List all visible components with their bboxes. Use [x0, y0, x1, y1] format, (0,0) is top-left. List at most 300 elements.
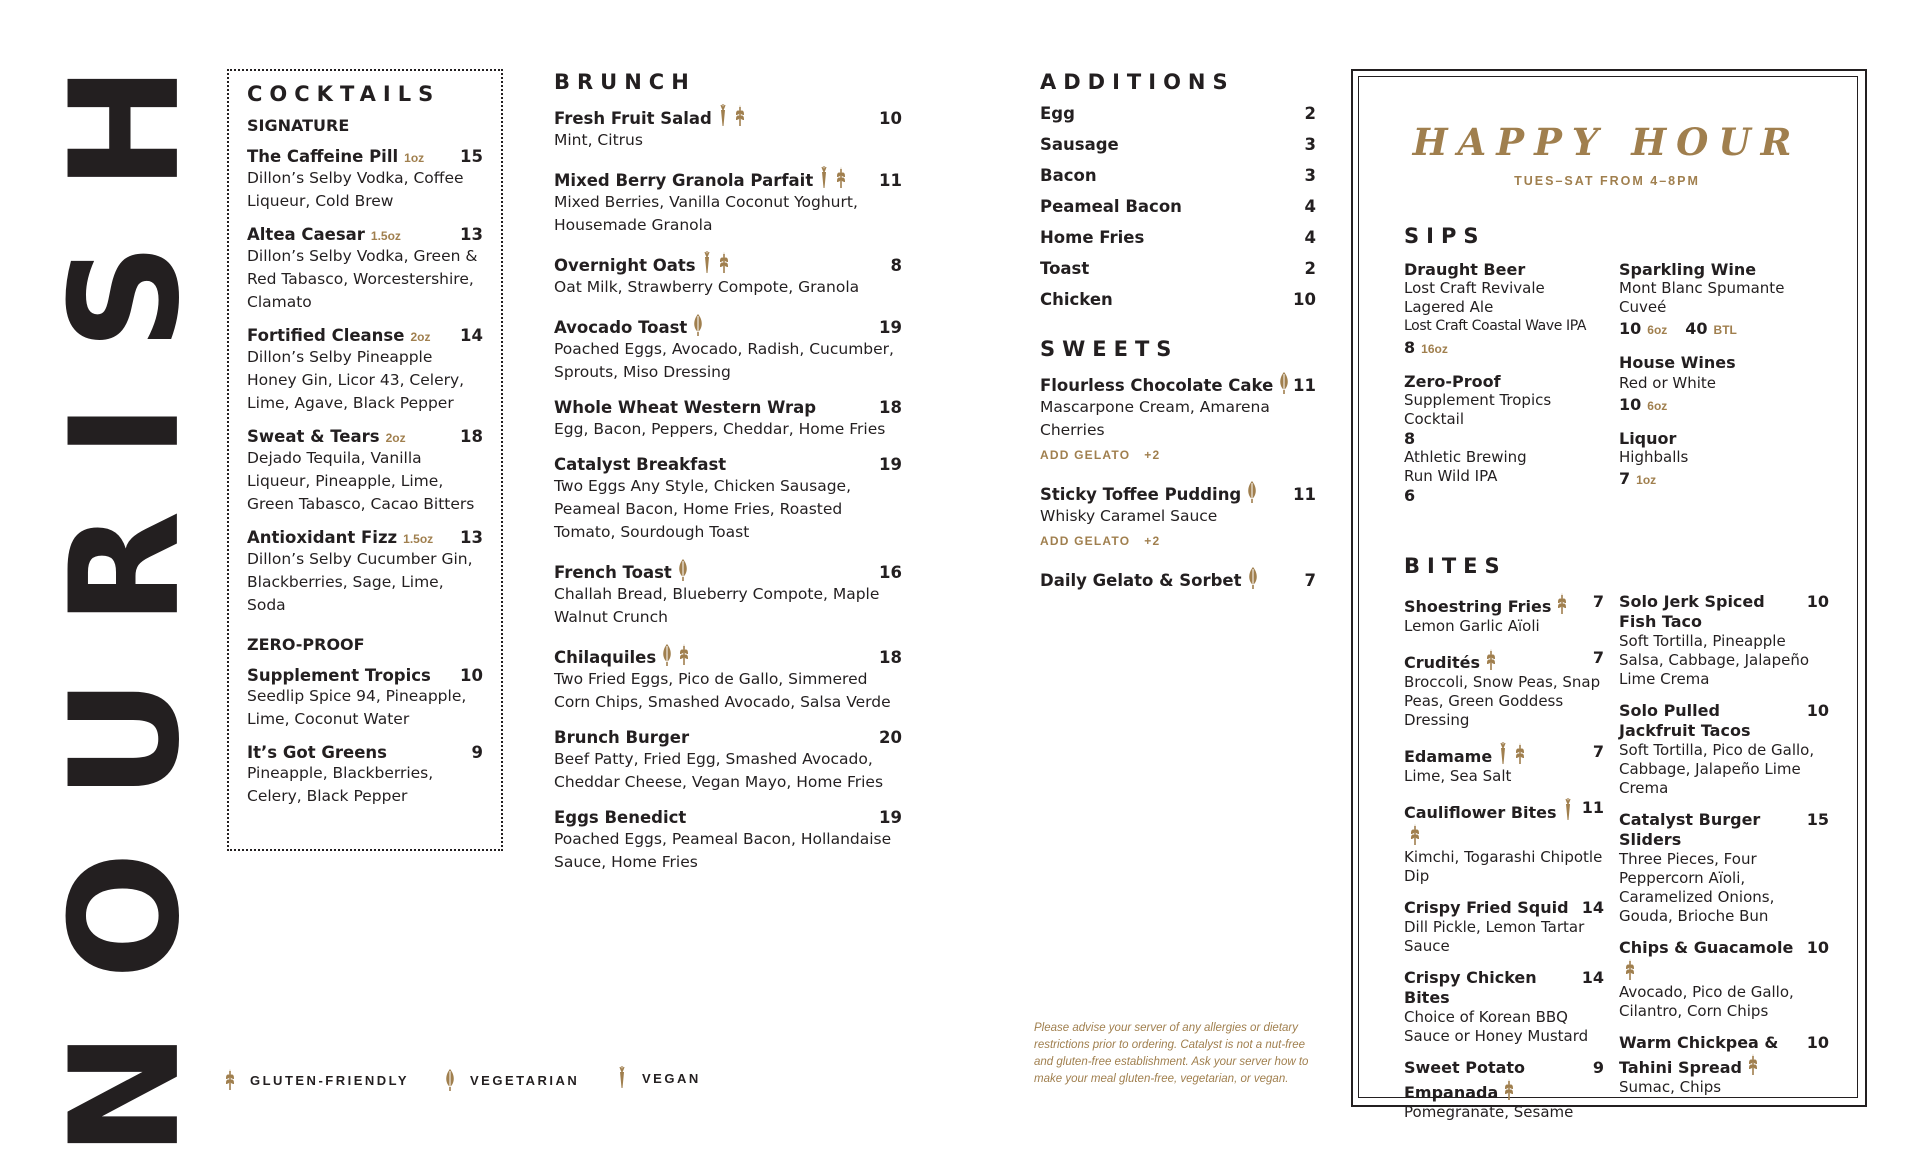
zero-proof-item [247, 666, 483, 731]
bite-row [1404, 742, 1604, 767]
brunch-item [554, 643, 902, 714]
sip-sparkling [1619, 260, 1829, 339]
legend-vegetarian [444, 1068, 579, 1092]
zero-proof-price: 9 [471, 743, 483, 762]
brunch-name: Fresh Fruit Salad [554, 109, 712, 128]
sip-liquor [1619, 429, 1829, 489]
cocktail-row [247, 326, 483, 346]
brunch-desc: Two Fried Eggs, Pico de Gallo, Simmered Corn Chips, Smashed Avocado, Salsa Verde [554, 670, 891, 711]
sip-zero-proof [1404, 372, 1604, 505]
brunch-row [554, 251, 902, 276]
brunch-row [554, 313, 902, 338]
gluten-friendly-icon-wrap [1514, 742, 1526, 766]
brunch-name-wrap [554, 398, 816, 418]
brunch-name-wrap [554, 728, 689, 748]
bite-item [1619, 701, 1829, 798]
signature-label: SIGNATURE [247, 116, 350, 135]
sip-desc: Lost Craft Coastal Wave IPA [1404, 318, 1587, 334]
brunch-item [554, 313, 902, 384]
bite-price: 10 [1806, 592, 1829, 611]
vegan-icon [717, 104, 729, 128]
bites-title-wrap [1404, 554, 1507, 588]
vegan-icon [1562, 798, 1574, 822]
brunch-desc: Mixed Berries, Vanilla Coconut Yoghurt, Housemade Granola [554, 193, 858, 234]
addition-item [1040, 166, 1316, 185]
cocktail-desc: Dillon’s Selby Vodka, Coffee Liqueur, Cold Brew [247, 169, 464, 210]
bite-row [1619, 938, 1829, 983]
cocktail-pour-size: 2oz [410, 330, 431, 344]
sip-name: Zero-Proof [1404, 372, 1501, 391]
bite-name-wrap [1404, 1058, 1584, 1103]
sweet-name-wrap [1040, 371, 1290, 396]
bite-name: Crispy Chicken Bites [1404, 968, 1537, 1007]
sip-size: 6oz [1647, 323, 1668, 337]
vegan-icon-wrap [818, 166, 830, 190]
bite-name-wrap [1404, 592, 1568, 617]
gluten-friendly-icon [1409, 823, 1421, 847]
brunch-item [554, 455, 902, 544]
legend-vegan-label: VEGAN [642, 1070, 701, 1086]
bite-price: 10 [1806, 1033, 1829, 1052]
bite-desc: Pomegranate, Sesame [1404, 1103, 1574, 1121]
sweets-list [1040, 371, 1316, 591]
vegetarian-icon [677, 558, 689, 582]
bite-name-wrap [1404, 968, 1582, 1008]
bite-price: 11 [1581, 798, 1604, 817]
brunch-desc: Two Eggs Any Style, Chicken Sausage, Peameal Bacon, Home Fries, Roasted Tomato, Sourdough Toast [554, 477, 851, 541]
brunch-list [554, 104, 902, 874]
addition-price: 2 [1304, 259, 1316, 278]
cocktail-name: Antioxidant Fizz [247, 528, 398, 547]
bite-desc: Choice of Korean BBQ Sauce or Honey Mustard [1404, 1008, 1589, 1045]
bite-row [1404, 592, 1604, 617]
sweet-row [1040, 371, 1316, 396]
sip-desc: Cuveé [1619, 298, 1667, 316]
brunch-price: 8 [890, 256, 902, 275]
gluten-friendly-icon [835, 166, 847, 190]
vegetarian-icon-wrap [692, 313, 704, 337]
addition-item [1040, 104, 1316, 123]
sweet-name: Daily Gelato & Sorbet [1040, 571, 1242, 590]
gluten-friendly-icon [1747, 1053, 1759, 1077]
cocktail-name-wrap [247, 427, 406, 447]
brunch-row [554, 558, 902, 583]
brunch-desc: Mint, Citrus [554, 131, 643, 149]
brunch-section [554, 70, 902, 888]
sip-size: 6oz [1647, 399, 1668, 413]
brunch-name: Brunch Burger [554, 728, 690, 747]
bite-item [1404, 798, 1604, 886]
brunch-desc: Beef Patty, Fried Egg, Smashed Avocado, Cheddar Cheese, Vegan Mayo, Home Fries [554, 750, 884, 791]
addition-price: 4 [1304, 197, 1316, 216]
sip-desc: Red or White [1619, 374, 1716, 392]
bite-row [1404, 1058, 1604, 1103]
gluten-friendly-icon [1514, 742, 1526, 766]
cocktail-item [247, 427, 483, 516]
bite-item [1404, 648, 1604, 730]
cocktail-row [247, 147, 483, 167]
bite-price: 7 [1592, 648, 1604, 667]
bite-name-wrap [1404, 648, 1497, 673]
brunch-price: 18 [879, 648, 902, 667]
gluten-friendly-icon [734, 104, 746, 128]
vegetarian-icon [1247, 566, 1259, 590]
bite-name: Chips & Guacamole [1619, 938, 1794, 957]
bites-title: BITES [1404, 554, 1507, 578]
bite-row [1404, 648, 1604, 673]
bite-row [1619, 592, 1829, 632]
sip-name: Sparkling Wine [1619, 260, 1757, 279]
bite-desc: Soft Tortilla, Pineapple Salsa, Cabbage, Jalapeño Lime Crema [1619, 632, 1810, 688]
cocktail-desc: Dejado Tequila, Vanilla Liqueur, Pineapple, Lime, Green Tabasco, Cacao Bitters [247, 449, 475, 513]
cocktail-name-wrap [247, 326, 430, 346]
vegetarian-icon-wrap [1278, 371, 1290, 395]
bite-item [1619, 810, 1829, 926]
zero-proof-price: 10 [460, 666, 483, 685]
vegetarian-icon-wrap [677, 558, 689, 582]
cocktail-name-wrap [247, 225, 401, 245]
bite-name: Catalyst Burger Sliders [1619, 810, 1761, 849]
brunch-name: Overnight Oats [554, 256, 696, 275]
addition-price: 3 [1304, 135, 1316, 154]
legend-gluten-label: GLUTEN-FRIENDLY [250, 1072, 410, 1088]
sweets-title: SWEETS [1040, 337, 1179, 361]
addition-name: Egg [1040, 104, 1075, 123]
bite-name-wrap [1619, 592, 1799, 632]
cocktail-price: 18 [460, 427, 483, 446]
brunch-desc: Challah Bread, Blueberry Compote, Maple Walnut Crunch [554, 585, 880, 626]
addition-price: 10 [1293, 290, 1316, 309]
sips-title: SIPS [1404, 224, 1486, 248]
cocktail-name: Altea Caesar [247, 225, 365, 244]
brunch-price: 10 [879, 109, 902, 128]
brand-name: NOURISH [39, 13, 213, 1157]
sip-desc: Athletic Brewing [1404, 448, 1527, 466]
bite-desc: Avocado, Pico de Gallo, Cilantro, Corn Chips [1619, 983, 1794, 1020]
bite-name: Solo Pulled Jackfruit Tacos [1619, 701, 1751, 740]
zero-proof-row [247, 666, 483, 685]
addon-label: ADD GELATO [1040, 448, 1131, 462]
happy-hour-title: HAPPY HOUR [1412, 120, 1802, 164]
gluten-friendly-icon-wrap [1624, 958, 1636, 982]
bite-desc: Broccoli, Snow Peas, Snap Peas, Green Goddess Dressing [1404, 673, 1601, 729]
brunch-desc: Poached Eggs, Avocado, Radish, Cucumber, Sprouts, Miso Dressing [554, 340, 894, 381]
brunch-row [554, 398, 902, 418]
addition-item [1040, 290, 1316, 309]
sweet-row [1040, 566, 1316, 591]
vegan-icon [701, 251, 713, 275]
cocktail-price: 14 [460, 326, 483, 345]
sip-price: 8 [1404, 338, 1416, 357]
sip-desc: Highballs [1619, 448, 1689, 466]
zero-proof-list [247, 666, 483, 808]
sip-price: 7 [1619, 469, 1631, 488]
sips-left [1404, 260, 1604, 517]
gluten-friendly-icon-wrap [678, 643, 690, 667]
cocktail-row [247, 427, 483, 447]
cocktail-name-wrap [247, 147, 424, 167]
vegan-icon [1497, 742, 1509, 766]
addition-name: Toast [1040, 259, 1090, 278]
cocktail-price: 15 [460, 147, 483, 166]
brunch-item [554, 398, 902, 441]
sweet-addon [1040, 534, 1316, 548]
sweet-name: Flourless Chocolate Cake [1040, 376, 1274, 395]
bite-price: 7 [1592, 592, 1604, 611]
sweet-item [1040, 371, 1316, 462]
brunch-item [554, 558, 902, 629]
brunch-row [554, 455, 902, 475]
brunch-name: Whole Wheat Western Wrap [554, 398, 817, 417]
addition-name: Sausage [1040, 135, 1119, 154]
vegan-icon-wrap [701, 251, 713, 275]
bite-price: 14 [1581, 968, 1604, 987]
sip-desc: Lost Craft Revivale [1404, 279, 1545, 297]
bite-item [1404, 592, 1604, 636]
brunch-price: 20 [879, 728, 902, 747]
sips-right [1619, 260, 1829, 501]
bite-item [1404, 742, 1604, 786]
sweet-row [1040, 480, 1316, 505]
cocktail-pour-size: 1oz [404, 151, 425, 165]
bite-name-wrap [1404, 898, 1569, 918]
addition-item [1040, 197, 1316, 216]
sweet-name-wrap [1040, 566, 1259, 591]
brunch-price: 18 [879, 398, 902, 417]
bite-row [1404, 968, 1604, 1008]
sip-price: 10 [1619, 395, 1642, 414]
brunch-row [554, 728, 902, 748]
cocktail-desc: Dillon’s Selby Cucumber Gin, Blackberries, Sage, Lime, Soda [247, 550, 473, 614]
additions-list [1040, 104, 1316, 309]
sip-name: Liquor [1619, 429, 1677, 448]
bite-desc: Three Pieces, Four Peppercorn Aïoli, Caramelized Onions, Gouda, Brioche Bun [1619, 850, 1775, 925]
bite-name: Edamame [1404, 747, 1493, 766]
sips-title-wrap [1404, 224, 1485, 258]
vegetarian-icon [444, 1068, 456, 1092]
bite-item [1404, 968, 1604, 1046]
vegetarian-icon [692, 313, 704, 337]
zero-proof-item [247, 743, 483, 808]
vegan-icon-wrap [717, 104, 729, 128]
bite-row [1619, 1033, 1829, 1078]
additions-title: ADDITIONS [1040, 70, 1235, 94]
bite-item [1404, 898, 1604, 956]
sweet-desc: Whisky Caramel Sauce [1040, 507, 1218, 525]
vegan-icon [616, 1066, 628, 1090]
brunch-name-wrap [554, 808, 686, 828]
bite-name: Sweet Potato Empanada [1404, 1058, 1526, 1102]
cocktail-row [247, 528, 483, 548]
gluten-friendly-icon [718, 251, 730, 275]
sip-desc: Supplement Tropics [1404, 391, 1552, 409]
brunch-row [554, 643, 902, 668]
sweet-price: 7 [1304, 571, 1316, 590]
addition-item [1040, 228, 1316, 247]
bite-name-wrap [1619, 701, 1799, 741]
cocktail-item [247, 326, 483, 415]
sip-desc: Run Wild IPA [1404, 467, 1498, 485]
gluten-friendly-icon [1624, 958, 1636, 982]
bite-name: Crudités [1404, 653, 1480, 672]
brunch-item [554, 166, 902, 237]
sip-desc: Mont Blanc Spumante [1619, 279, 1785, 297]
bite-price: 9 [1592, 1058, 1604, 1077]
cocktail-item [247, 225, 483, 314]
cocktail-name: Fortified Cleanse [247, 326, 405, 345]
addon-price: +2 [1144, 534, 1161, 548]
addition-name: Home Fries [1040, 228, 1145, 247]
bite-name-wrap [1404, 798, 1582, 848]
brunch-desc: Egg, Bacon, Peppers, Cheddar, Home Fries [554, 420, 886, 438]
addition-price: 4 [1304, 228, 1316, 247]
cocktail-pour-size: 1.5oz [370, 229, 401, 243]
gluten-friendly-icon [224, 1068, 236, 1092]
cocktail-row [247, 225, 483, 245]
legend-vegan [616, 1066, 701, 1090]
brunch-desc: Oat Milk, Strawberry Compote, Granola [554, 278, 860, 296]
gluten-friendly-icon [1503, 1078, 1515, 1102]
additions-section [1040, 70, 1316, 609]
brunch-name: French Toast [554, 563, 672, 582]
sip-price: 6 [1404, 486, 1416, 505]
bite-name-wrap [1619, 938, 1799, 983]
sip-price: 10 [1619, 319, 1642, 338]
bite-desc: Kimchi, Togarashi Chipotle Dip [1404, 848, 1603, 885]
brunch-name-wrap [554, 558, 689, 583]
sweet-price: 11 [1293, 485, 1316, 504]
cocktail-pour-size: 2oz [385, 431, 406, 445]
bite-row [1404, 898, 1604, 918]
bites-right-list [1619, 592, 1829, 1109]
sip-price: 8 [1404, 429, 1416, 448]
sip-draught [1404, 260, 1604, 358]
bite-row [1404, 798, 1604, 848]
gluten-friendly-icon-wrap [1485, 648, 1497, 672]
brunch-row [554, 166, 902, 191]
brunch-row [554, 808, 902, 828]
bite-item [1619, 592, 1829, 689]
sip-size: BTL [1713, 323, 1737, 337]
happy-hour-subtitle: TUES–SAT FROM 4–8PM [1514, 174, 1700, 188]
zero-proof-desc: Seedlip Spice 94, Pineapple, Lime, Coconut Water [247, 687, 467, 728]
gluten-friendly-icon-wrap [1556, 592, 1568, 616]
vegetarian-icon-wrap [661, 643, 673, 667]
sip-desc: Cocktail [1404, 410, 1464, 428]
gluten-friendly-icon-wrap [1503, 1078, 1515, 1102]
sip-house-wines [1619, 353, 1829, 415]
bite-price: 10 [1806, 938, 1829, 957]
sweet-addon [1040, 448, 1316, 462]
brunch-name: Catalyst Breakfast [554, 455, 727, 474]
zero-proof-row [247, 743, 483, 762]
zero-proof-desc: Pineapple, Blackberries, Celery, Black Pepper [247, 764, 434, 805]
gluten-friendly-icon-wrap [1747, 1053, 1759, 1077]
cocktail-name-wrap [247, 528, 433, 548]
bite-desc: Lemon Garlic Aïoli [1404, 617, 1540, 635]
cocktail-desc: Dillon’s Selby Pineapple Honey Gin, Licor 43, Celery, Lime, Agave, Black Pepper [247, 348, 465, 412]
sweet-item [1040, 480, 1316, 548]
brunch-item [554, 251, 902, 299]
bite-desc: Lime, Sea Salt [1404, 767, 1512, 785]
sweet-price: 11 [1293, 376, 1316, 395]
brunch-name: Chilaquiles [554, 648, 657, 667]
brunch-item [554, 728, 902, 794]
sip-name: Draught Beer [1404, 260, 1526, 279]
brunch-name-wrap [554, 313, 704, 338]
gluten-friendly-icon [1556, 592, 1568, 616]
brunch-name-wrap [554, 104, 746, 129]
vegetarian-icon [1246, 480, 1258, 504]
brunch-name-wrap [554, 455, 726, 475]
sweet-desc: Mascarpone Cream, Amarena Cherries [1040, 398, 1270, 439]
bite-row [1619, 810, 1829, 850]
brunch-name: Eggs Benedict [554, 808, 687, 827]
zero-proof-label: ZERO-PROOF [247, 635, 365, 654]
cocktail-price: 13 [460, 225, 483, 244]
cocktails-section [247, 82, 483, 820]
brunch-name: Mixed Berry Granola Parfait [554, 171, 814, 190]
bite-desc: Dill Pickle, Lemon Tartar Sauce [1404, 918, 1585, 955]
addition-name: Bacon [1040, 166, 1097, 185]
brunch-price: 16 [879, 563, 902, 582]
bite-name-wrap [1619, 1033, 1799, 1078]
brunch-item [554, 104, 902, 152]
bite-item [1619, 938, 1829, 1021]
cocktail-name: The Caffeine Pill [247, 147, 399, 166]
brunch-item [554, 808, 902, 874]
gluten-friendly-icon [678, 643, 690, 667]
gluten-friendly-icon-wrap [734, 104, 746, 128]
vegan-icon-wrap [1562, 798, 1574, 822]
addition-price: 3 [1304, 166, 1316, 185]
bite-price: 14 [1581, 898, 1604, 917]
brunch-row [554, 104, 902, 129]
addition-name: Peameal Bacon [1040, 197, 1182, 216]
bite-item [1619, 1033, 1829, 1097]
addition-item [1040, 135, 1316, 154]
brunch-price: 19 [879, 808, 902, 827]
bite-price: 15 [1806, 810, 1829, 829]
addon-label: ADD GELATO [1040, 534, 1131, 548]
brunch-name-wrap [554, 643, 690, 668]
legend-vegetarian-label: VEGETARIAN [470, 1072, 580, 1088]
gluten-friendly-icon-wrap [835, 166, 847, 190]
sweet-name: Sticky Toffee Pudding [1040, 485, 1242, 504]
vegetarian-icon-wrap [1246, 480, 1258, 504]
brunch-name-wrap [554, 251, 730, 276]
vegetarian-icon [661, 643, 673, 667]
gluten-friendly-icon-wrap [1409, 823, 1421, 847]
brand-logo [39, 13, 213, 1157]
addition-price: 2 [1304, 104, 1316, 123]
happy-hour-header [1358, 120, 1856, 188]
bite-name: Crispy Fried Squid [1404, 898, 1569, 917]
sweet-item [1040, 566, 1316, 591]
bite-desc: Soft Tortilla, Pico de Gallo, Cabbage, Jalapeño Lime Crema [1619, 741, 1815, 797]
bite-name: Shoestring Fries [1404, 597, 1552, 616]
cocktail-desc: Dillon’s Selby Vodka, Green & Red Tabasco, Worcestershire, Clamato [247, 247, 478, 311]
brunch-price: 11 [879, 171, 902, 190]
cocktail-price: 13 [460, 528, 483, 547]
vegan-icon-wrap [1497, 742, 1509, 766]
bite-name-wrap [1404, 742, 1526, 767]
brunch-price: 19 [879, 318, 902, 337]
sip-price: 40 [1685, 319, 1708, 338]
cocktail-item [247, 147, 483, 213]
zero-proof-name: Supplement Tropics [247, 666, 431, 685]
addition-item [1040, 259, 1316, 278]
